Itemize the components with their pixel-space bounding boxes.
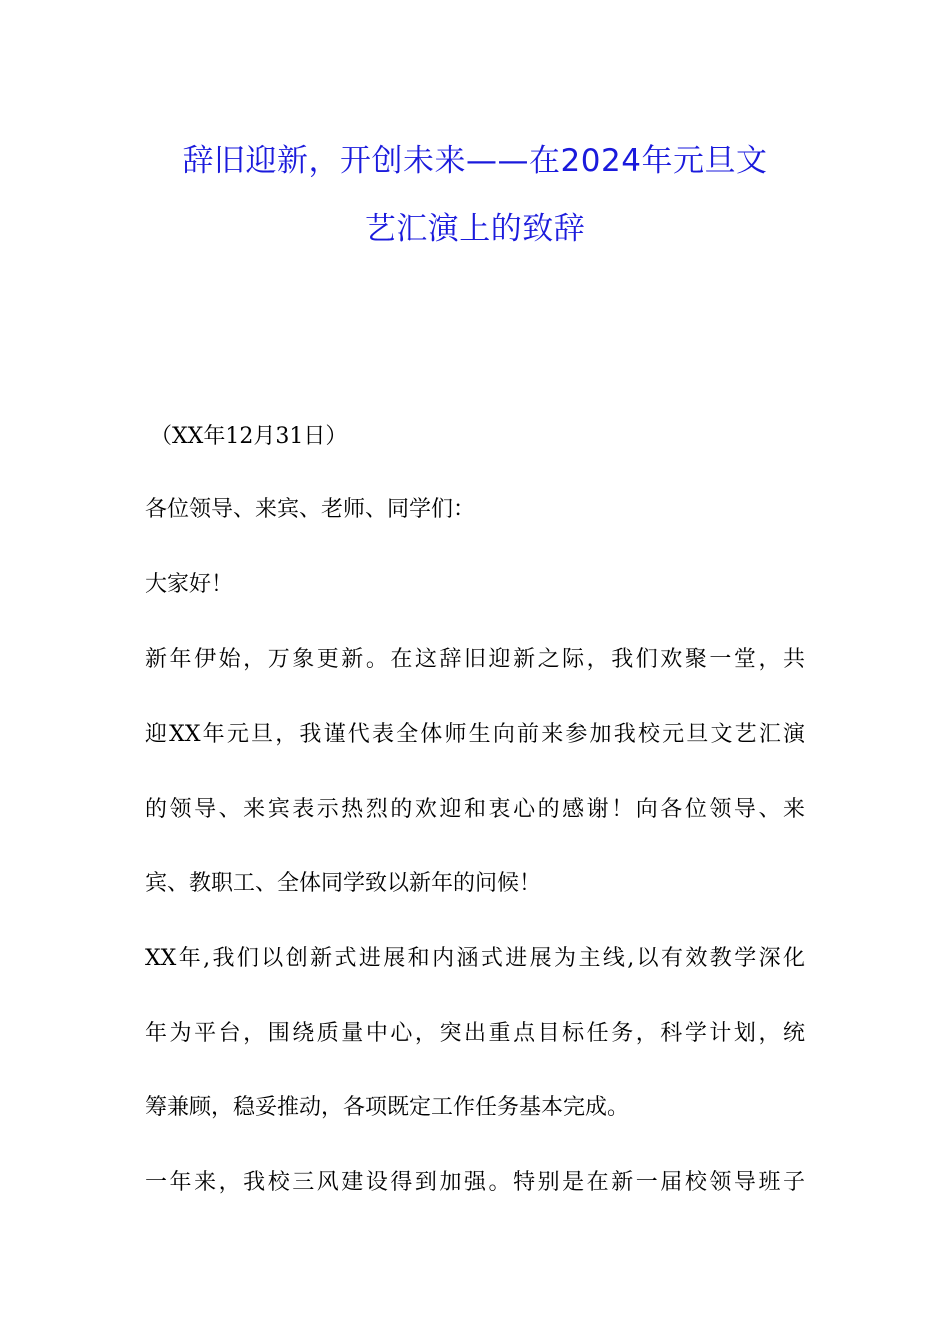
paragraph-3-line-1: 一年来，我校三风建设得到加强。特别是在新一届校领导班子 xyxy=(145,1170,805,1195)
paragraph-1-line-4: 宾、教职工、全体同学致以新年的问候！ xyxy=(145,871,542,896)
document-title-line-1: 辞旧迎新，开创未来——在2024年元旦文 xyxy=(182,143,768,179)
salutation: 各位领导、来宾、老师、同学们： xyxy=(145,497,476,522)
paragraph-2-line-1: XX年,我们以创新式进展和内涵式进展为主线,以有效教学深化 xyxy=(145,946,805,971)
greeting: 大家好！ xyxy=(145,572,234,597)
paragraph-2-line-3: 筹兼顾，稳妥推动，各项既定工作任务基本完成。 xyxy=(145,1095,630,1120)
paragraph-2-line-2: 年为平台，围绕质量中心，突出重点目标任务，科学计划，统 xyxy=(145,1021,805,1046)
paragraph-1-line-1: 新年伊始，万象更新。在这辞旧迎新之际，我们欢聚一堂，共 xyxy=(145,647,805,672)
paragraph-1-line-2: 迎XX年元旦，我谨代表全体师生向前来参加我校元旦文艺汇演 xyxy=(145,722,805,747)
paragraph-1-line-3: 的领导、来宾表示热烈的欢迎和衷心的感谢！向各位领导、来 xyxy=(145,797,805,822)
document-title-line-2: 艺汇演上的致辞 xyxy=(364,211,586,247)
document-date: （XX年12月31日） xyxy=(150,424,348,449)
